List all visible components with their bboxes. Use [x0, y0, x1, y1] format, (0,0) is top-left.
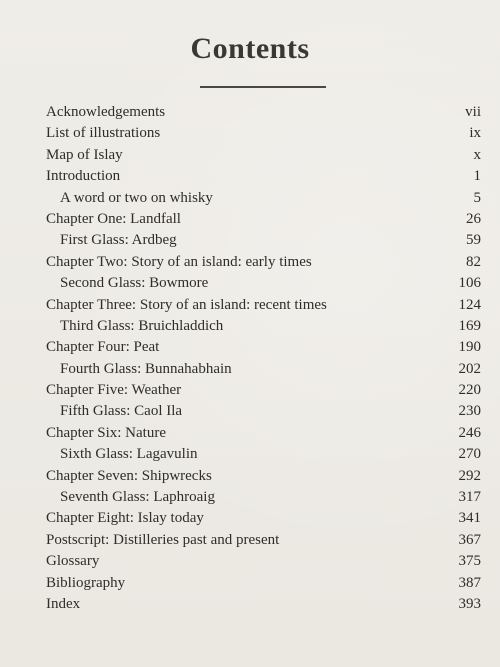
- title-underline: [200, 86, 326, 88]
- table-of-contents: [0, 102, 500, 615]
- toc-entry: [0, 401, 500, 422]
- toc-entry-title: Index: [46, 595, 81, 612]
- toc-entry-page-number: 393: [458, 595, 481, 612]
- toc-entry-page-number: 202: [458, 360, 481, 377]
- toc-entry: [0, 230, 500, 251]
- toc-entry: [0, 337, 500, 358]
- toc-entry: [0, 573, 500, 594]
- toc-entry-page-number: 230: [458, 403, 481, 420]
- toc-entry-page-number: vii: [465, 104, 481, 120]
- toc-entry: [0, 273, 500, 294]
- toc-entry-page-number: 106: [458, 275, 481, 292]
- toc-entry-page-number: 387: [458, 574, 481, 591]
- toc-entry: [0, 145, 500, 166]
- toc-entry-title: A word or two on whisky: [60, 189, 213, 206]
- toc-entry-title: Glossary: [46, 553, 100, 570]
- toc-entry: [0, 188, 500, 209]
- toc-entry-page-number: 26: [466, 210, 481, 227]
- toc-entry: [0, 444, 500, 465]
- toc-entry-page-number: 124: [458, 296, 481, 313]
- toc-entry-title: First Glass: Ardbeg: [60, 232, 177, 249]
- toc-entry-page-number: 169: [458, 317, 481, 334]
- toc-entry-page-number: 270: [458, 446, 481, 463]
- toc-entry-title: Acknowledgements: [46, 104, 166, 120]
- toc-entry-title: Chapter Five: Weather: [46, 382, 182, 399]
- toc-entry: [0, 316, 500, 337]
- page-title: Contents: [190, 32, 310, 65]
- toc-entry-title: Third Glass: Bruichladdich: [60, 317, 224, 334]
- toc-entry: [0, 102, 500, 123]
- toc-entry: [0, 423, 500, 444]
- toc-entry-title: Fourth Glass: Bunnahabhain: [60, 360, 232, 377]
- toc-entry: [0, 508, 500, 529]
- toc-entry: [0, 123, 500, 144]
- toc-entry-title: Chapter Eight: Islay today: [46, 510, 204, 527]
- toc-entry-title: Postscript: Distilleries past and present: [46, 531, 280, 548]
- toc-entry-title: Second Glass: Bowmore: [60, 275, 209, 292]
- toc-entry-page-number: 220: [458, 382, 481, 399]
- toc-entry-title: Chapter One: Landfall: [46, 210, 181, 227]
- toc-entry-title: Bibliography: [46, 574, 126, 591]
- toc-entry-page-number: 59: [466, 232, 481, 249]
- toc-entry: [0, 359, 500, 380]
- toc-entry: [0, 209, 500, 230]
- toc-entry-page-number: 375: [458, 553, 481, 570]
- toc-entry-title: Chapter Seven: Shipwrecks: [46, 467, 212, 484]
- toc-entry-title: List of illustrations: [46, 125, 161, 142]
- toc-entry-page-number: x: [473, 146, 481, 163]
- toc-entry-page-number: 367: [458, 531, 481, 548]
- toc-entry-page-number: 317: [458, 489, 481, 506]
- toc-entry: [0, 594, 500, 615]
- toc-entry-page-number: 292: [458, 467, 481, 484]
- toc-entry: [0, 551, 500, 572]
- toc-entry-title: Chapter Four: Peat: [46, 339, 160, 356]
- toc-entry: [0, 380, 500, 401]
- toc-entry-title: Sixth Glass: Lagavulin: [60, 446, 198, 463]
- toc-entry: [0, 295, 500, 316]
- toc-entry: [0, 466, 500, 487]
- toc-entry-title: Chapter Six: Nature: [46, 424, 166, 441]
- toc-entry-page-number: 1: [473, 168, 481, 185]
- toc-entry: [0, 166, 500, 187]
- toc-entry-page-number: 341: [458, 510, 481, 527]
- toc-entry-title: Map of Islay: [46, 146, 123, 163]
- toc-entry: [0, 487, 500, 508]
- toc-entry-title: Seventh Glass: Laphroaig: [60, 489, 215, 506]
- toc-entry-title: Chapter Two: Story of an island: early times: [46, 253, 312, 270]
- toc-entry-title: Chapter Three: Story of an island: recent times: [46, 296, 327, 313]
- toc-entry-page-number: ix: [469, 125, 481, 142]
- toc-entry: [0, 530, 500, 551]
- toc-entry-title: Fifth Glass: Caol Ila: [60, 403, 183, 420]
- toc-entry-page-number: 190: [458, 339, 481, 356]
- toc-entry-page-number: 5: [473, 189, 481, 206]
- toc-entry-page-number: 82: [466, 253, 481, 270]
- toc-entry-page-number: 246: [458, 424, 481, 441]
- toc-entry: [0, 252, 500, 273]
- toc-entry-title: Introduction: [46, 168, 121, 185]
